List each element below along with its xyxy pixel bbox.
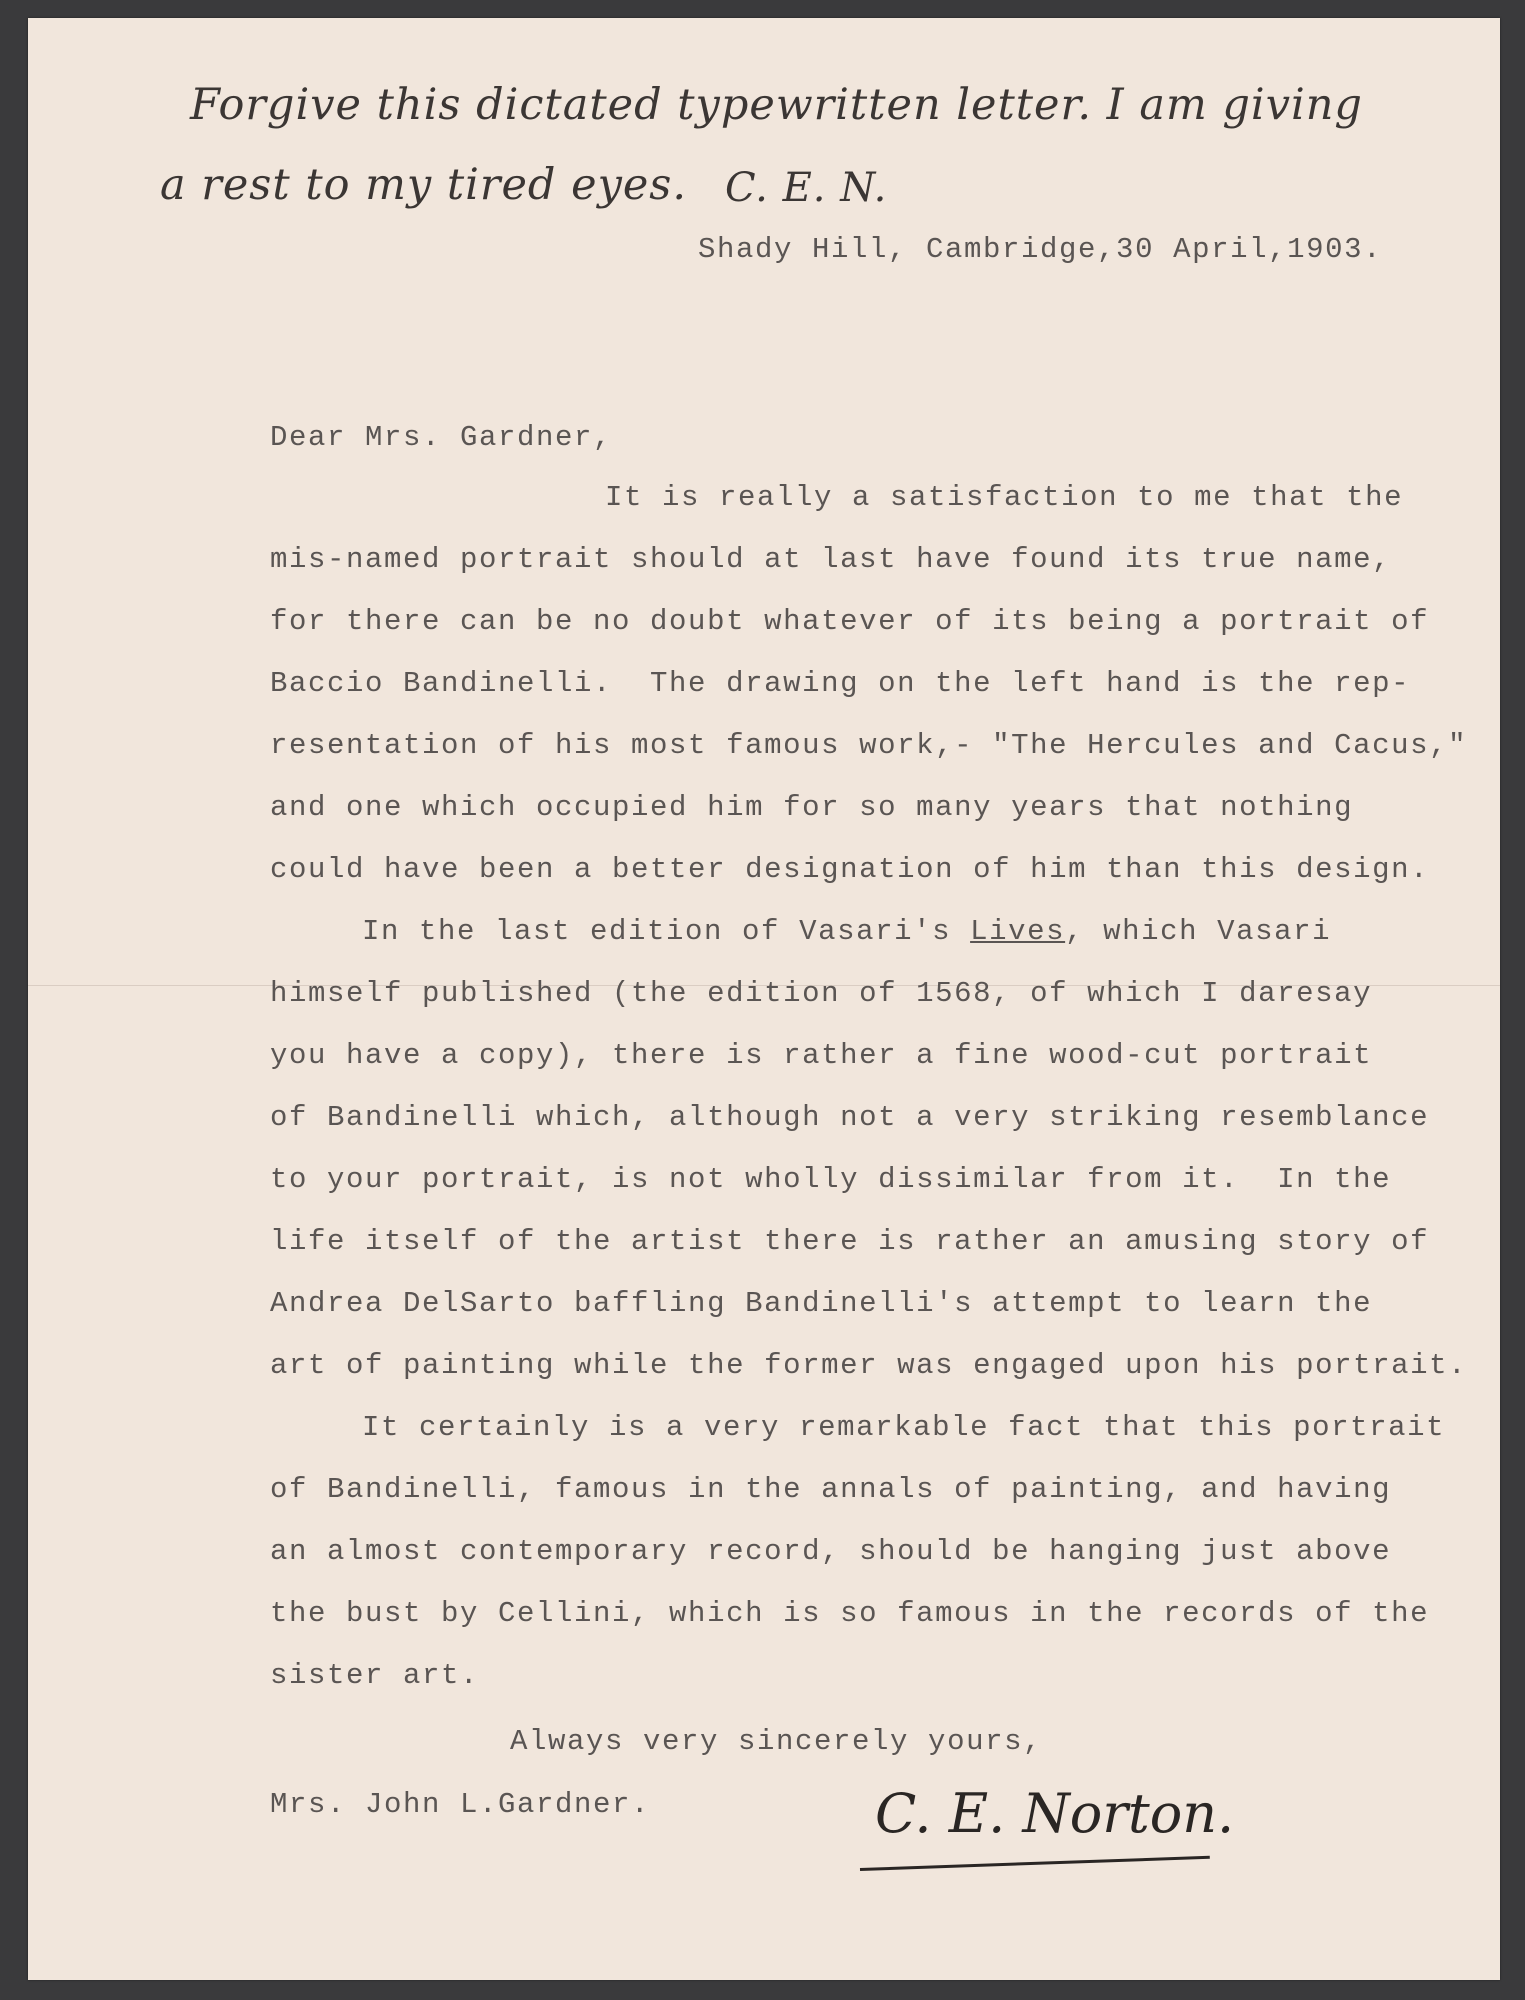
paragraph-3-line: an almost contemporary record, should be hanging just above [270,1535,1392,1568]
paragraph-1-line: and one which occupied him for so many years that nothing [270,791,1354,824]
paragraph-1-line: Baccio Bandinelli. The drawing on the left hand is the rep- [270,667,1411,700]
paragraph-1-line: resentation of his most famous work,- "The Hercules and Cacus," [270,729,1468,762]
paragraph-3-line: It certainly is a very remarkable fact that this portrait [362,1411,1446,1444]
paragraph-2-first-line [362,915,1331,948]
salutation: Dear Mrs. Gardner, [270,421,613,454]
book-title-lives: Lives [970,915,1066,948]
paragraph-2-line: life itself of the artist there is rather an amusing story of [270,1225,1430,1258]
signature: C. E. Norton. [875,1782,1235,1845]
paragraph-2-line: Andrea DelSarto baffling Bandinelli's attempt to learn the [270,1287,1373,1320]
paragraph-1-line: mis-named portrait should at last have found its true name, [270,543,1392,576]
handwritten-note-line-1: Forgive this dictated typewritten letter. I am giving [190,80,1363,130]
paragraph-2-first-text: In the last edition of Vasari's [362,915,971,948]
paragraph-2-line: art of painting while the former was engaged upon his portrait. [270,1349,1468,1382]
paragraph-3-line: the bust by Cellini, which is so famous in the records of the [270,1597,1430,1630]
place-date-line: Shady Hill, Cambridge,30 April,1903. [698,233,1383,266]
paragraph-2-line: of Bandinelli which, although not a very striking resemblance [270,1101,1430,1134]
paragraph-2-line: you have a copy), there is rather a fine wood-cut portrait [270,1039,1373,1072]
recipient-name: Mrs. John L.Gardner. [270,1788,651,1821]
handwritten-note-line-2: a rest to my tired eyes. [160,160,688,210]
paragraph-2-first-text-end: , which Vasari [1065,915,1332,948]
paragraph-2-line: to your portrait, is not wholly dissimilar from it. In the [270,1163,1392,1196]
paragraph-2-line: himself published (the edition of 1568, of which I daresay [270,977,1373,1010]
paragraph-1-line: It is really a satisfaction to me that the [605,481,1404,514]
paragraph-3-line: of Bandinelli, famous in the annals of painting, and having [270,1473,1392,1506]
paragraph-3-line: sister art. [270,1659,480,1692]
handwritten-initials: C. E. N. [725,165,888,211]
paragraph-1-line: for there can be no doubt whatever of its being a portrait of [270,605,1430,638]
paragraph-1-line: could have been a better designation of him than this design. [270,853,1430,886]
closing: Always very sincerely yours, [510,1725,1043,1758]
